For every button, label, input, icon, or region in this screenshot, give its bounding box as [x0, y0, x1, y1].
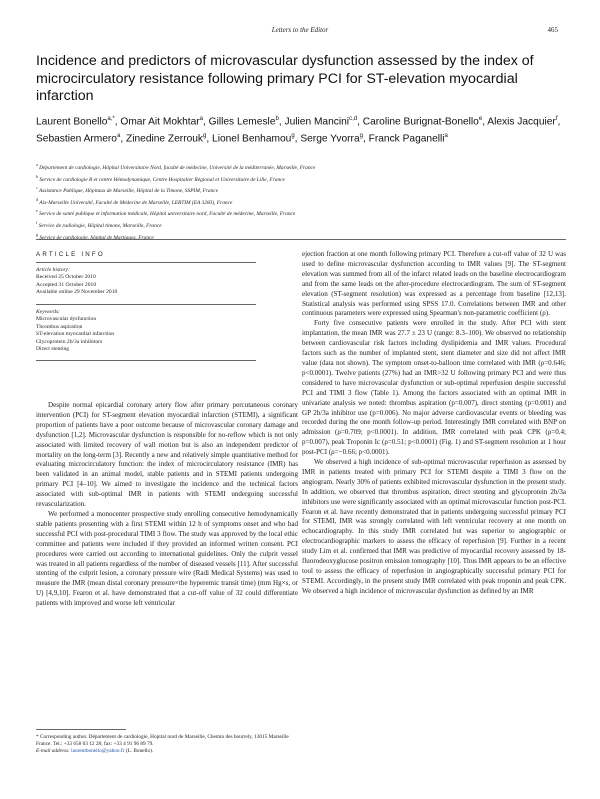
corresponding-author: * Corresponding author. Département de cardiologie, Hopital nord de Marseille, Chemin des bourrely, 13015 Marseille France. Tel.: +33 658 03 12 28; fax: +33 4 91 96 89 79. [36, 734, 289, 748]
author-name: Sebastien Armero [36, 133, 117, 145]
keyword: ST-elevation myocardial infarction [36, 331, 115, 338]
affiliation-text: Service de santé publique et information médicale, Hôpital universitaire nord, Faculté de médecine, Marseille, France [37, 211, 296, 218]
history-accepted: Accepted 31 October 2010 [36, 281, 97, 288]
author-affiliation-mark: g [203, 133, 207, 140]
affiliation-text: Département de cardiologie, Hôpital Universitaire Nord, faculté de médecine, Université de la méditerranée, Marseille, France [37, 164, 316, 171]
email-line [36, 748, 298, 755]
article-history [36, 267, 256, 297]
footnote-divider [36, 729, 126, 730]
paragraph: Despite normal epicardial coronary artery flow after primary percutaneous coronary intervention (PCI) for ST-segment elevation myocardial infarction (STEMI), a significant proportion of patients have a poor outcome because of microvascular coronary damage and dysfunction [1,2]. Microvascular dysfunction is responsible for no-reflow which is not only associated with limited recovery of wall motion but is also an independent predictor of mortality on the long-term [3]. Recently a new and relatively simple quantitative method for evaluating microcirculatory function: the index of microcirculatory resistance (IMR) has been validated in an animal model, stable patients and in STEMI patients undergoing primary PCI [4–10]. We aimed to investigate the incidence and the technical factors associated with sub-optimal IMR in patients with STEMI undergoing successful revascularization. [36, 401, 298, 509]
affiliation-mark: e [36, 208, 38, 214]
affiliation-text: Service de cardiologie, hôpital de Martigues, France [38, 234, 154, 241]
author-name: Gilles Lemesle [208, 116, 276, 128]
body-right-column [302, 250, 566, 597]
article-info-heading: ARTICLE INFO [36, 251, 105, 258]
affiliation [36, 231, 576, 243]
author-affiliation-mark: b [275, 116, 279, 122]
history-received: Received 25 October 2010 [36, 274, 96, 281]
affiliation-mark: a [36, 162, 38, 167]
paragraph: Forty five consecutive patients were enrolled in the study. After PCI with stent implantation, the mean IMR was 27.7 ± 23 U (range: 8.3–100). We observed no relationship between cardiovascular risk factors including dyslipidemia and IMR values. Procedural factors such as the number of implanted stent, stent diameter and size did not affect IMR value (data not shown). The symptom onset-to-balloon time correlated with IMR (ρ=0.646; p<0.0001). Twelve patients (27%) had an IMR>32 U following primary PCI and were thus considered to have microvascular dysfunction or sub-optimal reperfusion despite successful PCI and TIMI 3 flow (Table 1). Among the factors associated with an optimal IMR in univariate analysis we noted: thrombus aspiration (p=0.007), direct stenting (p=0.001) and GP 2b/3a inhibitor use (p=0.006). No major adverse cardiovascular events or bleeding was recorded during the one month follow-up period. Interestingly IMR correlated with BNP on admission (ρ=0.709; p<0.0001). In addition, IMR correlated with peak CPK (ρ=0.4; p=0.007), peak Troponin Ic (ρ=0.51; p<0.0001) (Fig. 1) and ST-segment resolution at 1 hour post-PCI (ρ=−0.66; p<0.0001). [302, 319, 566, 457]
article-history-label: Article history: [36, 267, 71, 273]
author-affiliation-mark: c,d [349, 116, 358, 122]
author-list: Laurent Bonello$^{a,*}$, Omar Ait Mokhtar$^a$, Gilles Lemesle$^b$, Julien Mancini$^{c,d}$, Caroline Burignat-Bonello$^e$, Alexis Jacquier$^f$, Sebastien Armero$^a$, Zinedine Zerrouk$^g$, Lionel Benhamou$^g$, Serge Yvorra$^g$, Franck Paganelli$^a$ [36, 116, 561, 145]
keyword: Thrombus aspiration [36, 323, 83, 330]
affiliation-mark: g [36, 231, 38, 237]
author-affiliation-mark: a [116, 133, 121, 140]
author-affiliation-mark: e [478, 116, 483, 122]
author-name: Omar Ait Mokhtar [120, 116, 200, 128]
affiliation-mark: c [36, 185, 38, 191]
author-name: Caroline Burignat-Bonello [362, 116, 479, 128]
affiliation [36, 219, 576, 231]
affiliation-mark: b [36, 173, 38, 179]
keywords-label: Keywords: [36, 309, 61, 315]
affiliation-text: Assistance Publique, Hôpitaux de Marseille, Hôpital de la Timone, SSPIM, France [37, 187, 219, 194]
article-title: Incidence and predictors of microvascular dysfunction assessed by the index of microcirculatory resistance following primary PCI for ST-elevation myocardial infarction [36, 53, 534, 104]
email-label: E-mail address: [36, 748, 70, 755]
author-name: Julien Mancini [284, 116, 350, 128]
history-online: Available online 29 November 2010 [36, 289, 118, 296]
body-left-column [36, 401, 298, 609]
author-name: Zinedine Zerrouk [126, 133, 204, 145]
author-name: Lionel Benhamou [212, 133, 292, 145]
running-header [0, 26, 600, 40]
affiliation-text: Service de cardiologie B et centre Hémodynamique, Centre Hospitalier Régional et Universitaire de Lille, France [38, 176, 285, 183]
email-suffix: (L. Bonello). [125, 748, 154, 755]
author-affiliation-mark: g [291, 133, 295, 140]
email-link[interactable]: laurentbonello@yahoo.fr [71, 748, 125, 755]
divider [36, 304, 256, 305]
affiliation [36, 173, 576, 185]
affiliation [36, 196, 576, 208]
author-affiliation-mark: a,* [107, 116, 115, 122]
divider [36, 262, 256, 263]
keyword: Direct stenting [36, 346, 70, 353]
divider [36, 360, 256, 361]
author-affiliation-mark: f [555, 116, 558, 122]
author-name: Laurent Bonello [36, 116, 108, 128]
journal-section: Letters to the Editor [271, 26, 329, 34]
keyword: Microvascular dysfunction [36, 316, 97, 323]
divider [36, 239, 566, 240]
affiliation [36, 161, 576, 173]
author-affiliation-mark: g [359, 133, 363, 140]
affiliations [36, 161, 576, 242]
affiliation [36, 207, 576, 219]
author-name: Franck Paganelli [368, 133, 445, 145]
paragraph: We performed a monocenter prospective study enrolling consecutive hemodynamically stable patients presenting with a first STEMI within 12 h of symptoms onset and who had successful PCI with post-procedural TIMI 3 flow. The study was approved by the local ethic committee and patients were included if they provided an informed written consent. PCI procedures were carried out according to international guidelines. Only the culprit vessel was treated in all patients regardless of the number of diseased vessels [11]. After successful stenting of the culprit lesion, a coronary pressure wire (Radi Medical Systems) was used to measure the IMR (mean distal coronary pressure×the hyperemic transit time) (mm Hg×s, or U) [4,9,10]. Fearon et al. have demonstrated that a cut-off value of 32 could differentiate patients with improved and worse left ventricular [36, 509, 298, 608]
keyword: Glycoprotein 2b/3a inhibitors [36, 338, 103, 345]
author-affiliation-mark: a [199, 116, 203, 122]
page-number: 465 [547, 26, 558, 34]
keywords [36, 309, 256, 353]
affiliation-mark: d [36, 196, 38, 202]
affiliation [36, 184, 576, 196]
author-affiliation-mark: a [444, 133, 448, 140]
author-name: Alexis Jacquier [487, 116, 556, 128]
paragraph: ejection fraction at one month following primary PCI. Therefore a cut-off value of 32 U was used to define microvascular dysfunction according to IMR values [9]. The ST-segment elevation was summed from all of the infarct related leads on the baseline electrocardiogram and from the same leads on the after-procedure electrocardiogram. The sum of ST-segment elevation (ST-segment resolution) was expressed as a percentage from baseline [12,13]. Statistical analysis was performed using SPSS 17.0. Correlations between IMR and other continuous parameters were expressed using Spearman's non-parametric coefficient (ρ). [302, 250, 566, 318]
affiliation-text: Service de radiologie, Hôpital timone, Marseille, France [37, 222, 162, 229]
footnote [36, 734, 298, 756]
paragraph: We observed a high incidence of sub-optimal microvascular reperfusion as assessed by IMR in patients treated with primary PCI for STEMI despite a TIMI 3 flow on the angiogram. Nearly 30% of patients exhibited microvascular dysfunction in the present study. In addition, we observed that thrombus aspiration, direct stenting and glycoprotein 2b/3a inhibitors use were significantly associated with an optimal microvascular function post-PCI. Fearon et al. have recently demonstrated that in patients undergoing successful primary PCI for STEMI, IMR was strongly correlated with left ventricular recovery at one month on echocardiography. In this study IMR correlated but was superior to angiographic or electrocardiographic markers to assess the efficacy of reperfusion [9]. Further in a recent study Lim et al. confirmed that IMR was predictive of myocardial recovery assessed by 18-fluorodeoxyglucose positron emission tomography [10]. Thus IMR appears to be an effective tool to assess the efficacy of reperfusion in angiographically successful primary PCI for STEMI. Accordingly, in the present study IMR correlated with peak troponin and peak CPK. We observed a high incidence of microvascular dysfunction as defined by an IMR [302, 458, 566, 595]
affiliation-text: Aix-Marseille Université, Faculté de Médecine de Marseille, LERTIM (EA 3283), France [38, 199, 233, 206]
affiliation-mark: f [36, 219, 38, 225]
author-name: Serge Yvorra [300, 133, 360, 145]
